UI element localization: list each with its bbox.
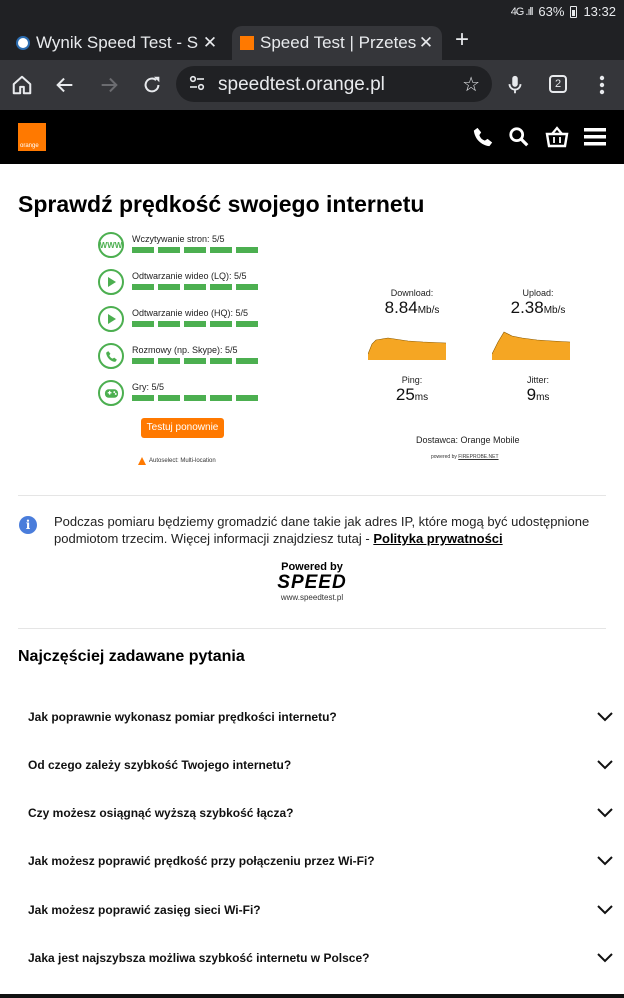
faq-question: Jak możesz poprawić prędkość przy połączeniu przez Wi-Fi? — [28, 854, 375, 868]
gamepad-icon — [98, 380, 124, 406]
phone-icon[interactable] — [472, 124, 498, 150]
ping-metric — [362, 375, 462, 405]
score-bars — [132, 247, 258, 253]
score-bars — [132, 358, 258, 364]
test-row — [96, 341, 276, 378]
speedtest-logo[interactable]: Powered by SPEED www.speedtest.pl — [262, 561, 362, 602]
download-value: 8.84Mb/s — [384, 298, 440, 317]
search-icon[interactable] — [508, 124, 534, 150]
chevron-down-icon — [596, 901, 614, 919]
score-bars — [132, 284, 258, 290]
test-row — [96, 230, 276, 267]
chevron-down-icon — [596, 708, 614, 726]
speedtest-wordmark: SPEED — [277, 572, 347, 593]
faq-item[interactable] — [28, 800, 618, 830]
upload-metric — [488, 288, 588, 318]
jitter-metric — [488, 375, 588, 405]
phone-call-icon — [98, 343, 124, 369]
www-icon: WWW — [98, 232, 124, 258]
fireprobe-link[interactable]: FIREPROBE.NET — [458, 454, 499, 460]
new-tab-button[interactable]: + — [454, 26, 469, 53]
test-label: Odtwarzanie wideo (LQ): 5/5 — [132, 271, 247, 281]
tab-title: Speed Test | Przetes — [260, 33, 416, 52]
quality-tests — [96, 230, 276, 415]
url-text[interactable]: speedtest.orange.pl — [218, 74, 385, 95]
score-bars — [132, 395, 258, 401]
upload-value: 2.38Mb/s — [510, 298, 566, 317]
reload-icon[interactable] — [139, 70, 165, 100]
download-label: Download: — [390, 288, 434, 298]
address-bar[interactable] — [176, 66, 492, 102]
faq-question: Jak poprawnie wykonasz pomiar prędkości internetu? — [28, 710, 337, 724]
test-row — [96, 267, 276, 304]
retest-button[interactable]: Testuj ponownie — [141, 418, 224, 438]
test-label: Gry: 5/5 — [132, 382, 165, 392]
browser-toolbar — [0, 60, 624, 110]
back-arrow-icon[interactable] — [52, 70, 78, 100]
test-label: Odtwarzanie wideo (HQ): 5/5 — [132, 308, 249, 318]
score-bars — [132, 321, 258, 327]
privacy-policy-link[interactable]: Polityka prywatności — [373, 531, 503, 546]
tab-switcher-button[interactable]: 2 — [549, 75, 567, 93]
battery-icon — [570, 6, 577, 18]
faq-question: Czy możesz osiągnąć wyższą szybkość łącza? — [28, 806, 294, 820]
jitter-value: 9ms — [526, 385, 550, 404]
test-row — [96, 304, 276, 341]
orange-square-icon — [240, 36, 254, 50]
test-label: Wczytywanie stron: 5/5 — [132, 234, 225, 244]
chevron-down-icon — [596, 756, 614, 774]
tab-strip — [0, 24, 624, 60]
privacy-notice: Podczas pomiaru będziemy gromadzić dane takie jak adres IP, które mogą być udostępnione podmiotom trzecim. Więcej informacji znajdziesz tutaj - Polityka prywatności — [54, 514, 590, 546]
server-select-label: Autoselect: Multi-location — [149, 458, 216, 464]
orange-logo[interactable]: orange — [18, 123, 46, 151]
server-select[interactable] — [138, 457, 216, 465]
download-graph — [368, 332, 446, 360]
faq-item[interactable] — [28, 752, 618, 782]
browser-tab-speedtest-result[interactable] — [16, 26, 226, 60]
divider — [18, 495, 606, 496]
signal-icon: 4G .ıll — [510, 5, 533, 18]
faq-item[interactable] — [28, 704, 618, 734]
bottom-edge — [0, 994, 624, 998]
chevron-down-icon — [596, 804, 614, 822]
chevron-down-icon — [596, 949, 614, 967]
site-settings-icon[interactable] — [188, 74, 206, 92]
powered-by-fireprobe: powered by FIREPROBE.NET — [431, 454, 499, 460]
close-tab-icon[interactable]: ✕ — [418, 33, 434, 52]
status-bar — [0, 0, 624, 24]
download-metric — [362, 288, 462, 318]
ping-label: Ping: — [401, 375, 423, 385]
info-icon: i — [19, 516, 37, 534]
ping-value: 25ms — [395, 385, 429, 404]
jitter-label: Jitter: — [526, 375, 549, 385]
faq-item[interactable] — [28, 848, 618, 878]
tab-title: Wynik Speed Test - S — [36, 33, 199, 52]
faq-question: Jak możesz poprawić zasięg sieci Wi-Fi? — [28, 903, 261, 917]
speedtest-icon — [16, 36, 30, 50]
play-icon — [98, 269, 124, 295]
faq-item[interactable] — [28, 945, 618, 975]
play-hd-icon — [98, 306, 124, 332]
page-title: Sprawdź prędkość swojego internetu — [18, 191, 425, 217]
upload-label: Upload: — [522, 288, 554, 298]
home-icon[interactable] — [9, 70, 35, 100]
more-menu-icon[interactable] — [589, 70, 615, 100]
faq-title: Najczęściej zadawane pytania — [18, 648, 245, 665]
test-label: Rozmowy (np. Skype): 5/5 — [132, 345, 238, 355]
divider — [18, 628, 606, 629]
faq-item[interactable] — [28, 897, 618, 927]
test-row — [96, 378, 276, 415]
warning-triangle-icon — [138, 457, 146, 465]
bookmark-star-icon[interactable]: ☆ — [462, 74, 480, 96]
faq-question: Jaka jest najszybsza możliwa szybkość internetu w Polsce? — [28, 951, 370, 965]
close-tab-icon[interactable]: ✕ — [202, 33, 218, 52]
provider-label: Dostawca: Orange Mobile — [416, 435, 520, 445]
clock: 13:32 — [583, 4, 616, 19]
forward-arrow-icon[interactable] — [96, 70, 122, 100]
site-header — [0, 110, 624, 164]
browser-tab-active[interactable] — [232, 26, 442, 60]
battery-percent: 63% — [538, 4, 565, 19]
chevron-down-icon — [596, 852, 614, 870]
shopping-basket-icon[interactable] — [545, 124, 571, 150]
hamburger-menu-icon[interactable] — [584, 124, 610, 150]
faq-question: Od czego zależy szybkość Twojego internetu? — [28, 758, 292, 772]
microphone-icon[interactable] — [502, 70, 528, 100]
upload-graph — [492, 328, 570, 360]
